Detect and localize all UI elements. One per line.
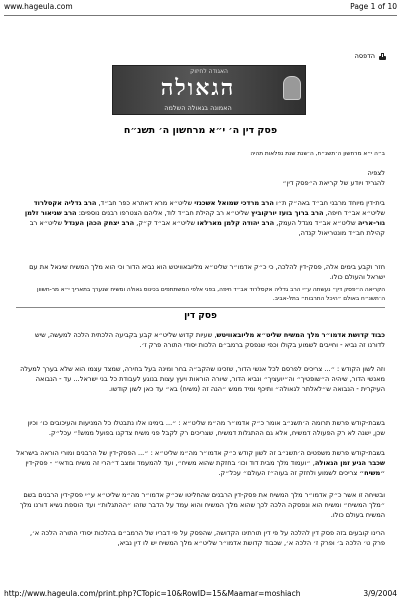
print-link[interactable] — [355, 52, 387, 60]
header-page-number: Page 1 of 10 — [350, 2, 397, 11]
psak-din-heading: פסק דין — [184, 311, 217, 321]
rabbi-name: הרב ברוך בועז יורקוביץ — [251, 209, 324, 217]
header-divider — [4, 15, 397, 16]
psak4-text: , ״ועמוד מלך מבית דוד וכו׳ בחזקת שהוא משיח״, ועד להמעמד ומצב ד״הרי זה משיח בודאי״ - פסק-דין — [25, 459, 315, 467]
psak-paragraph-5: ובשיחה זו אשר כ״ק אדמו״ר מלך המשיח את פסק-דין הרבנים שהחליטו שכ״ק אדמו״ר מה״מ שליט״א ע״י פסק-דין הרבנים בשם ״מלך המשיח״ ומשיח הוא ונפסקה הלכה לכך שהוא מלך המשיח והוא עמד על הדבר שזהו ״ההתגלות״ ועד הוספת נשיא דורנו מלך המשיח בעולם כולו. — [19, 491, 385, 519]
psak-paragraph-1 — [16, 330, 385, 350]
rabbi-name: הרב גדליה אקסלרוד — [33, 199, 97, 207]
browser-print-header — [4, 2, 397, 14]
psak4-bold: ״משיח״ — [359, 469, 385, 477]
para1-text: שליט״א רב קהילת חב״ד לוד, אליהם הצטרפו רבנים נוספים: — [78, 209, 249, 217]
paragraph-rabbis — [16, 198, 385, 238]
rabbi-name: הרב שניאור זלמן גור-אריה — [24, 209, 385, 227]
document-title: פסק דין ה׳ י״א מרחשון ה׳ תשנ״ח — [123, 125, 278, 136]
logo-title: הגאולה — [160, 75, 236, 101]
para1-text: שליט״א אב״ד מגדל העמק, — [276, 219, 356, 227]
browser-print-footer — [4, 586, 397, 598]
psak4-bold: שכבר הגיע זמן הגאולה — [314, 459, 385, 467]
logo-top-text: האגודה לחיזוק — [190, 68, 228, 75]
psak-paragraph-3: בשבת-קודש פרשת תרומה ה׳תשנ״ב אומר כ״ק אדמו״ר מה״מ שליט״א : ״... בימינו אלו נתבטלו כל המניעות והעיכובים כו׳ וכיון שכן, ישנה לא רק הפעולה דמשיח, אלא גם ההתגלות דמשיח, שצריכים רק לקבל פני משיח צדקנו בפועל ממש!״ עכל״ק. — [27, 419, 385, 437]
print-link-label[interactable]: הדפסה — [354, 52, 375, 60]
footer-url: http://www.hageula.com/print.php?CTopic=10&RowID=15&Maamar=moshiach — [4, 589, 301, 598]
crest-icon — [283, 76, 301, 100]
psak-paragraph-2: וזה לשון הקודש : ״... צריכים לפרסם לכל אנשי הדור, שזכינו שהקב״ה בחר ומינה בעל בחירה, שמצד עצמו הוא שלא בערך למעלה מאנשי הדור, שיהיה ה״שופטיך״ וה״יועציך״ ונביא הדור, שיורה הוראות ויעץ עצות בנוגע לעבודת כל בני ישראל... עד - הנבואה העיקרית - הנבואה ש״לאלתר לגאולה״ ותיכף ומיד ממש ״הנה זה (משיח) בא״ עד כאן לשון קודשו. — [20, 365, 385, 393]
psak-paragraph-6: הרינו קובעים בזה פסק דין להלכה על פי דין תורתינו הקדושה, שהפסק על פי דבריו של הרמב״ם בהלכות יסודי התורה הלכה א׳, פרק ט׳ הלכה ב׳ ופרק ז׳ הלכה א׳, שכבוד קדושת אדמו״ר שליט״א מלך המשיח יש לו דין נביא, — [29, 529, 385, 547]
psak4-text: בשבת-קודש פרשת משפטים ה׳תשנ״ב זה לשון קודש כ״ק אדמו״ר מה״מ שליט״א : ״... הפסק-דין של הרבנים ומורי הוראה בישראל — [16, 449, 385, 457]
para1-text: שליט״א אב״ד ק״ק, — [136, 219, 196, 227]
logo-subtitle: האמונה בגאולה השלמה — [164, 104, 232, 112]
section-divider — [16, 307, 385, 308]
rabbi-name: הרב יצחק הכהן הענדל — [64, 219, 135, 227]
para1-text: שליט״א אב״ד חיפה, — [325, 209, 385, 217]
site-logo-banner — [112, 65, 306, 115]
intro-line-1: לצפיה — [367, 169, 385, 177]
intro-block — [16, 168, 385, 188]
para1-text: שליט״א רב קהילת חב״ד מונטריאול קנדה, — [29, 219, 385, 237]
meta-line: ב״ה י״א מרחשון ה׳תשנ״ח, ה׳שנת שנת נפלאות תהיה — [250, 151, 385, 157]
psak-paragraph-4 — [16, 448, 385, 478]
psak1-text: , שעיות קדוש שליט״א קבע בקביעה הלכתית הלכה למעשה, שיש לדורנו זה נביא - וחייבים לשמוע בקולו וכפי שנפסק ברמב״ם הלכות יסודי התורה פרק ז׳. — [34, 331, 385, 349]
paragraph-event-note: הקריאה ה״פסק דין״ נעשתה ע״י הרב גדליה אקסלרוד אב״ד חיפה, בפני אלפי המשתתפים בכינוס גאולה ומשיח שנערך בתאריך י״א מר-חשוון ה׳תשנ״ח באולם ״היכל התרבות״ בתל-אביב. — [36, 287, 385, 302]
para1-text: בית-דין מיוחד מרבני חב״ד באה״ק ת״ו — [276, 199, 385, 207]
printer-icon[interactable] — [378, 53, 387, 60]
rabbi-name: הרב יהודה קלמן מארלאו — [197, 219, 275, 227]
intro-line-2: להגריד ויודע של קריאת ה״פסק דין״ — [282, 179, 385, 187]
psak1-lead: כבוד קדושת אדמו״ר מלך המשיח שליט״א מליובאוויטש — [216, 331, 385, 339]
rabbi-name: הרב מרדכי שמואל אשכנזי — [194, 199, 274, 207]
header-url: www.hageula.com — [4, 2, 73, 11]
paragraph-ruling-summary: חזר וקבע בימים אלה, פסק-דין להלכה, כי כ״ק אדמו״ר שליט״א מליובאוויטש הוא נביא הדור וכי הוא מלך המשיח שיגאל את עם ישראל והעולם כולו. — [29, 263, 385, 281]
psak4-text: צריכים לשמוע ולחזק זה בעוה״ז העולם״ עכל״ק. — [218, 469, 358, 477]
para1-text: שליט״א מרא דאתרא כפר חב״ד, — [98, 199, 193, 207]
footer-date: 3/9/2004 — [363, 589, 397, 598]
